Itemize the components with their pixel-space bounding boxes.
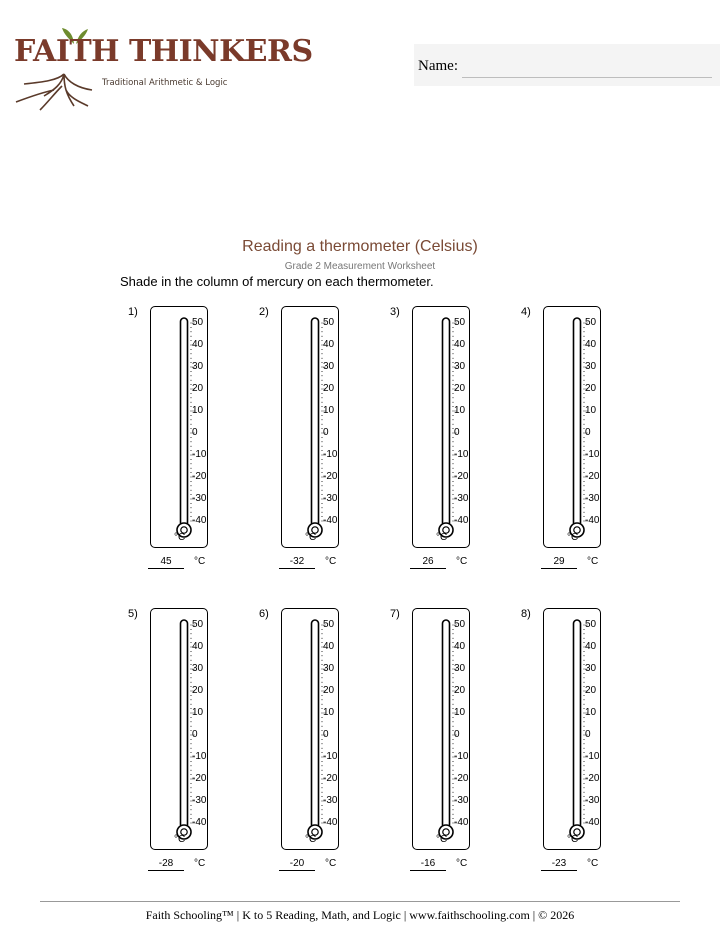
thermometer-problem <box>259 608 369 878</box>
scale-label: -30 <box>192 795 207 806</box>
scale-label: 50 <box>454 619 466 630</box>
scale-label: 30 <box>323 361 335 372</box>
scale-label: 40 <box>323 339 335 350</box>
scale-label: -40 <box>192 515 207 526</box>
scale-label: 50 <box>585 317 597 328</box>
scale-label: 0 <box>454 729 460 740</box>
scale-label: -40 <box>585 515 600 526</box>
scale-unit: °C <box>436 532 448 543</box>
scale-label: 30 <box>192 663 204 674</box>
thermometer-problem <box>390 306 500 576</box>
scale-unit: °C <box>174 532 186 543</box>
thermometer-drawing <box>390 608 500 850</box>
scale-label: -20 <box>454 471 469 482</box>
answer-value: -20 <box>279 858 315 871</box>
answer-unit: °C <box>456 556 468 567</box>
problem-number: 4) <box>521 306 531 318</box>
scale-unit: °C <box>436 834 448 845</box>
scale-label: 20 <box>323 685 335 696</box>
scale-label: 0 <box>585 427 591 438</box>
thermometer-tube[interactable] <box>312 318 319 526</box>
scale-label: 50 <box>454 317 466 328</box>
answer-unit: °C <box>194 556 206 567</box>
thermometer-problem <box>390 608 500 878</box>
brand-tagline: Traditional Arithmetic & Logic <box>102 78 228 88</box>
problem-number: 6) <box>259 608 269 620</box>
thermometer-tube[interactable] <box>574 318 581 526</box>
scale-label: -10 <box>192 449 207 460</box>
problem-number: 2) <box>259 306 269 318</box>
scale-label: -30 <box>585 493 600 504</box>
thermometer-tube[interactable] <box>312 620 319 828</box>
scale-label: -40 <box>192 817 207 828</box>
thermometer-drawing <box>128 608 238 850</box>
scale-label: -10 <box>323 449 338 460</box>
thermometer-tube[interactable] <box>443 318 450 526</box>
answer-value: 29 <box>541 556 577 569</box>
scale-label: 10 <box>323 405 335 416</box>
scale-label: -40 <box>454 515 469 526</box>
thermometer-problem <box>259 306 369 576</box>
scale-label: 30 <box>454 361 466 372</box>
thermometer-tube[interactable] <box>181 318 188 526</box>
thermometer-drawing <box>521 306 631 548</box>
scale-label: 40 <box>192 339 204 350</box>
scale-label: 30 <box>192 361 204 372</box>
roots-icon <box>4 72 104 112</box>
answer-value: -23 <box>541 858 577 871</box>
scale-label: -10 <box>192 751 207 762</box>
scale-label: -20 <box>454 773 469 784</box>
worksheet-instructions: Shade in the column of mercury on each thermometer. <box>120 274 434 289</box>
answer-value: -16 <box>410 858 446 871</box>
scale-label: 0 <box>323 729 329 740</box>
thermometer-problem <box>128 306 238 576</box>
thermometer-drawing <box>259 306 369 548</box>
scale-label: -20 <box>585 773 600 784</box>
scale-label: -10 <box>454 751 469 762</box>
problem-number: 5) <box>128 608 138 620</box>
scale-label: -30 <box>454 795 469 806</box>
scale-label: 30 <box>585 361 597 372</box>
scale-label: 50 <box>585 619 597 630</box>
answer-unit: °C <box>194 858 206 869</box>
scale-label: 40 <box>585 641 597 652</box>
scale-label: 0 <box>323 427 329 438</box>
scale-label: 20 <box>323 383 335 394</box>
scale-label: 20 <box>585 685 597 696</box>
scale-label: -30 <box>454 493 469 504</box>
thermometer-problem <box>521 306 631 576</box>
thermometer-problem <box>521 608 631 878</box>
scale-label: 40 <box>192 641 204 652</box>
thermometer-tube[interactable] <box>443 620 450 828</box>
scale-label: 10 <box>323 707 335 718</box>
scale-label: -10 <box>323 751 338 762</box>
scale-label: -40 <box>323 515 338 526</box>
scale-label: -20 <box>585 471 600 482</box>
scale-label: -30 <box>192 493 207 504</box>
answer-value: 45 <box>148 556 184 569</box>
scale-label: -40 <box>454 817 469 828</box>
scale-label: -10 <box>585 449 600 460</box>
scale-label: -30 <box>323 795 338 806</box>
worksheet-title: Reading a thermometer (Celsius) <box>242 238 478 255</box>
answer-value: -32 <box>279 556 315 569</box>
answer-unit: °C <box>456 858 468 869</box>
answer-unit: °C <box>587 556 599 567</box>
scale-label: 50 <box>323 619 335 630</box>
thermometer-drawing <box>521 608 631 850</box>
problem-number: 7) <box>390 608 400 620</box>
scale-label: 0 <box>454 427 460 438</box>
answer-unit: °C <box>325 556 337 567</box>
scale-label: -20 <box>192 773 207 784</box>
scale-label: 0 <box>192 729 198 740</box>
scale-label: -10 <box>454 449 469 460</box>
thermometer-drawing <box>390 306 500 548</box>
footer-text: Faith Schooling™ | K to 5 Reading, Math, and Logic | www.faithschooling.com | © 2026 <box>145 908 575 922</box>
scale-label: 10 <box>454 405 466 416</box>
scale-label: -10 <box>585 751 600 762</box>
scale-label: -20 <box>192 471 207 482</box>
answer-unit: °C <box>587 858 599 869</box>
thermometer-problem <box>128 608 238 878</box>
scale-label: 50 <box>192 619 204 630</box>
scale-label: 40 <box>323 641 335 652</box>
problem-number: 8) <box>521 608 531 620</box>
scale-label: -40 <box>585 817 600 828</box>
name-input-line[interactable] <box>462 77 712 78</box>
scale-label: 40 <box>454 641 466 652</box>
scale-label: 10 <box>192 707 204 718</box>
thermometer-drawing <box>128 306 238 548</box>
scale-label: 40 <box>454 339 466 350</box>
scale-label: 20 <box>192 383 204 394</box>
answer-value: 26 <box>410 556 446 569</box>
scale-label: 10 <box>192 405 204 416</box>
scale-unit: °C <box>567 834 579 845</box>
name-label: Name: <box>418 58 458 74</box>
scale-label: 30 <box>323 663 335 674</box>
scale-label: 20 <box>192 685 204 696</box>
scale-label: -30 <box>323 493 338 504</box>
thermometer-tube[interactable] <box>574 620 581 828</box>
footer-divider <box>40 901 680 902</box>
scale-label: 10 <box>585 707 597 718</box>
scale-label: 20 <box>585 383 597 394</box>
thermometer-drawing <box>259 608 369 850</box>
brand-logo <box>4 26 313 110</box>
scale-label: 40 <box>585 339 597 350</box>
worksheet-subtitle: Grade 2 Measurement Worksheet <box>284 261 436 272</box>
scale-label: 20 <box>454 383 466 394</box>
scale-unit: °C <box>567 532 579 543</box>
problem-number: 3) <box>390 306 400 318</box>
scale-label: 50 <box>192 317 204 328</box>
thermometer-tube[interactable] <box>181 620 188 828</box>
scale-label: 0 <box>192 427 198 438</box>
brand-name: FAITH THINKERS <box>14 34 313 69</box>
answer-value: -28 <box>148 858 184 871</box>
problem-number: 1) <box>128 306 138 318</box>
name-field-box <box>414 44 720 86</box>
scale-unit: °C <box>305 834 317 845</box>
answer-unit: °C <box>325 858 337 869</box>
scale-label: 10 <box>454 707 466 718</box>
scale-label: -20 <box>323 471 338 482</box>
scale-label: -40 <box>323 817 338 828</box>
scale-label: 30 <box>585 663 597 674</box>
scale-label: 20 <box>454 685 466 696</box>
scale-label: -20 <box>323 773 338 784</box>
scale-unit: °C <box>305 532 317 543</box>
scale-unit: °C <box>174 834 186 845</box>
scale-label: 10 <box>585 405 597 416</box>
scale-label: 0 <box>585 729 591 740</box>
scale-label: 30 <box>454 663 466 674</box>
scale-label: 50 <box>323 317 335 328</box>
scale-label: -30 <box>585 795 600 806</box>
